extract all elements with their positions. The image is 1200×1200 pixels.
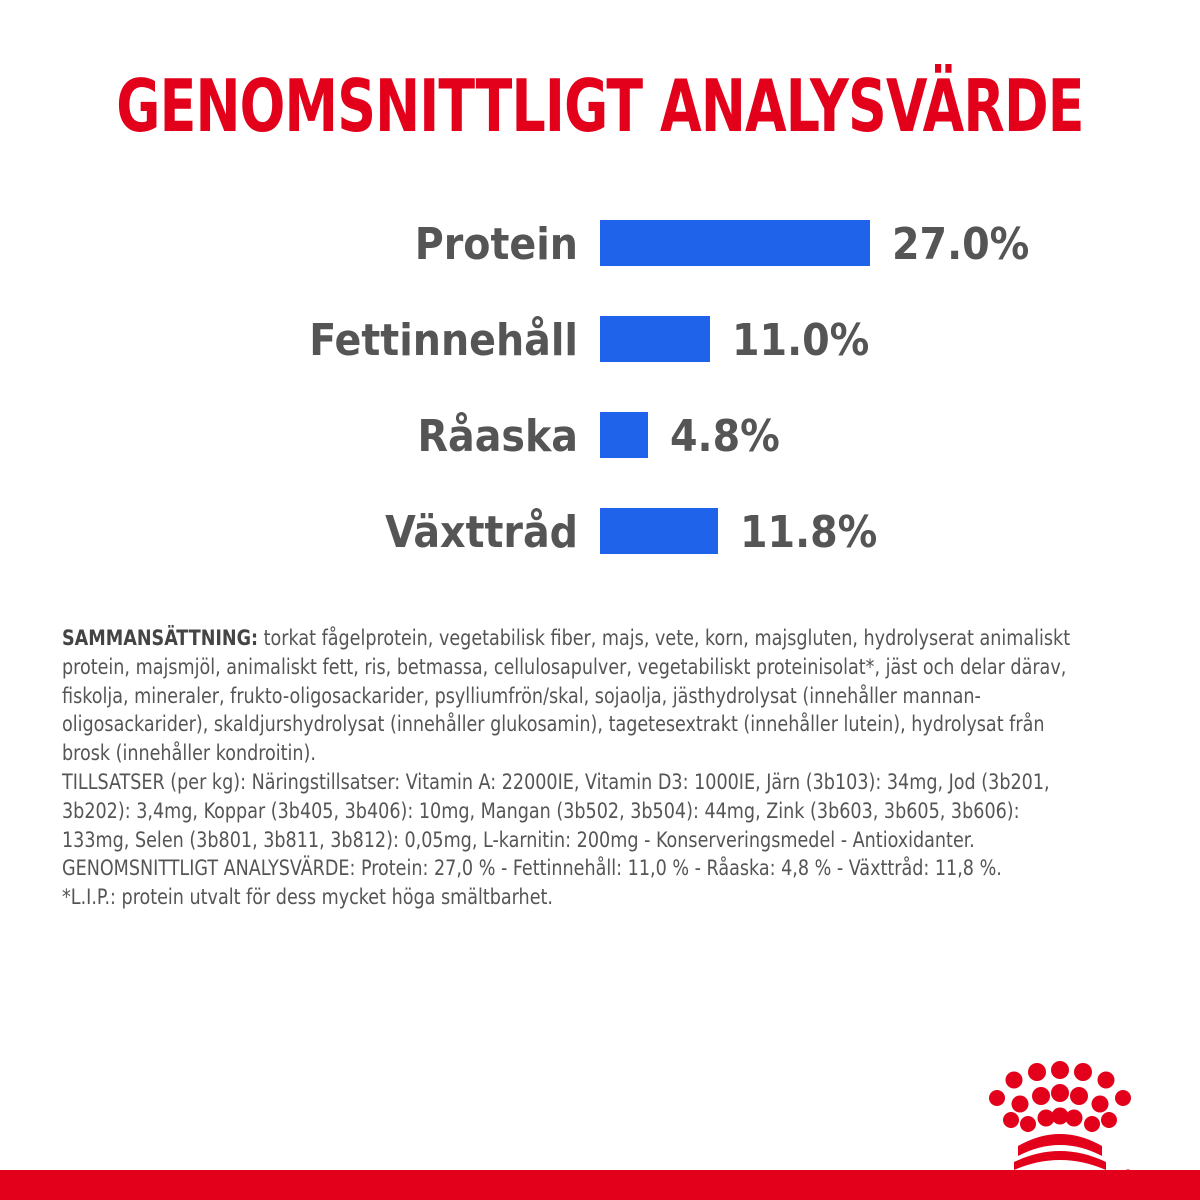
page-title: GENOMSNITTLIGT ANALYSVÄRDE (116, 64, 1084, 148)
value-label-vaxttrad: 11.8% (740, 507, 878, 558)
category-label-raaska: Råaska (417, 411, 578, 462)
ingredients-paragraph (62, 624, 1076, 768)
bar-fettinnehall (600, 316, 710, 362)
royal-canin-crown-icon (980, 1060, 1140, 1180)
value-label-protein: 27.0% (892, 219, 1030, 270)
category-label-fettinnehall: Fettinnehåll (309, 315, 578, 366)
nutrition-bar-chart (0, 200, 1200, 580)
analysis-paragraph: GENOMSNITTLIGT ANALYSVÄRDE: Protein: 27,0 % - Fettinnehåll: 11,0 % - Råaska: 4,8 % - Växttråd: 11,8 %. (62, 856, 1002, 881)
bottom-brand-bar (0, 1170, 1200, 1200)
bar-vaxttrad (600, 508, 718, 554)
ingredients-text: torkat fågelprotein, vegetabilisk fiber, majs, vete, korn, majsgluten, hydrolyserat animaliskt protein, majsmjöl, animaliskt fett, ris, betmassa, cellulosapulver, vegetabiliskt proteinisolat*, jäst och delar därav, fiskolja, mineraler, frukto-oligosackarider, psylliumfrön/skal, sojaolja, jästhydrolysat (innehåller mannan-oligosackarider), skaldjurshydrolysat (innehåller glukosamin), tagetesextrakt (innehåller lutein), hydrolysat från brosk (innehåller kondroitin). (62, 626, 1071, 766)
additives-paragraph: TILLSATSER (per kg): Näringstillsatser: Vitamin A: 22000IE, Vitamin D3: 1000IE, Järn (3b103): 34mg, Jod (3b201, 3b202): 3,4mg, Koppar (3b405, 3b406): 10mg, Mangan (3b502, 3b504): 44mg, Zink (3b603, 3b605, 3b606): 133mg, Selen (3b801, 3b811, 3b812): 0,05mg, L-karnitin: 200mg - Konserveringsmedel - Antioxidanter. (62, 769, 1050, 852)
category-label-vaxttrad: Växttråd (385, 507, 578, 558)
value-label-fettinnehall: 11.0% (732, 315, 870, 366)
category-label-protein: Protein (414, 219, 578, 270)
bar-protein (600, 220, 870, 266)
footnote-paragraph: *L.I.P.: protein utvalt för dess mycket höga smältbarhet. (62, 885, 553, 910)
value-label-raaska: 4.8% (670, 411, 780, 462)
composition-text (62, 624, 1076, 912)
composition-heading: SAMMANSÄTTNING: (62, 626, 259, 650)
bar-raaska (600, 412, 648, 458)
